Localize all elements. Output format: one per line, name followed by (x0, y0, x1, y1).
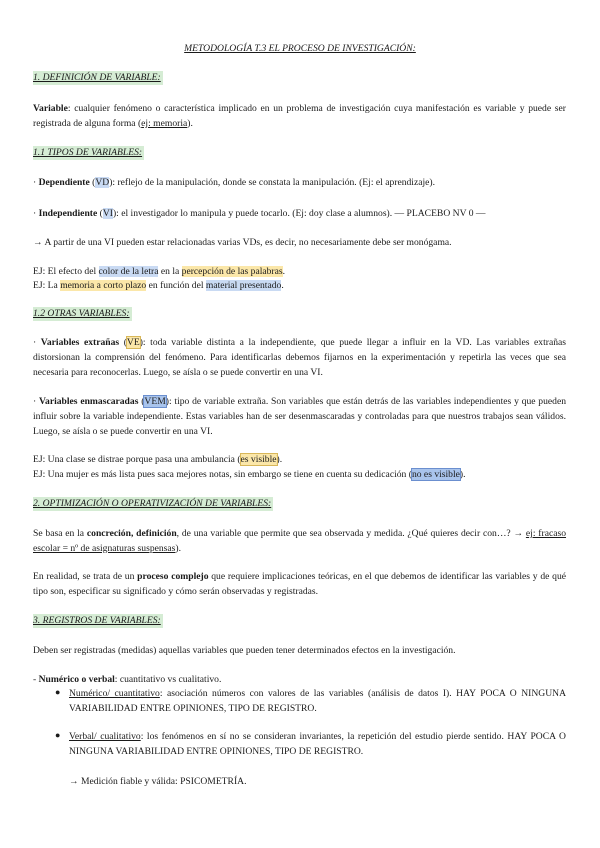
p1-e: ). (175, 543, 181, 554)
vem-abbr: VEM (144, 396, 166, 407)
ex4-not-visible: no es visible (411, 469, 460, 480)
section-1-1-heading: 1.1 TIPOS DE VARIABLES: (33, 147, 143, 158)
ex1-a: EJ: El efecto del (33, 266, 99, 277)
variable-end: ). (187, 118, 193, 129)
ex1-e: . (282, 266, 286, 277)
section-1-heading-row (33, 70, 566, 85)
dep-pre: ( (89, 177, 96, 188)
section-2-heading-row (33, 496, 566, 511)
ex2-vd: memoria a corto plazo (60, 280, 147, 291)
dependiente-text: ): reflejo de la manipulación, donde se constata la manipulación. (Ej: el aprendizaje). (109, 177, 436, 188)
ex2-a: EJ: La (33, 280, 61, 291)
section-1-1-heading-row (33, 145, 566, 160)
variable-example: ej: memoria (141, 118, 188, 129)
section-1-2-heading: 1.2 OTRAS VARIABLES: (33, 308, 130, 319)
ve-prefix: · (33, 337, 41, 348)
vem-prefix: · (33, 396, 39, 407)
ex2-e: . (281, 280, 284, 291)
variables-extranas-paragraph (33, 335, 566, 380)
verbal-term: Verbal/ cualitativo (69, 731, 141, 742)
ex4-a: EJ: Una mujer es más lista pues saca mejores notas, sin embargo se tiene en cuenta su dedicación ( (33, 469, 412, 480)
vem-pre: ( (138, 396, 145, 407)
section-2-heading: 2. OPTIMIZACIÓN O OPERATIVIZACIÓN DE VARIABLES: (33, 498, 272, 509)
dependiente-term: Dependiente (38, 177, 90, 188)
numerico-term: Numérico/ cuantitativo (69, 688, 160, 699)
verbal-cualitativo-item (69, 729, 566, 759)
dep-prefix: · (33, 177, 39, 188)
variables-enmascaradas-paragraph (33, 394, 566, 439)
variable-definition-paragraph (33, 101, 566, 131)
ex3-visible: es visible (240, 454, 277, 465)
numerico-text: : asociación números con valores de las variables (análisis de datos I). HAY POCA O NINGUNA VARIABILIDAD ENTRE OPINIONES, TIPO DE REGISTRO. (69, 688, 567, 714)
variables-enmascaradas-text: ): tipo de variable extraña. Son variables que están detrás de las variables independientes y que pueden influir sobre la variable independiente. Estas variables han de ser desenmascaradas y controladas para que nuestros trabajos sean válidos. Luego, se aísla o se puede convertir en una VI. (33, 396, 566, 437)
optimization-paragraph-1 (33, 526, 566, 556)
p1-a: Se basa en la (33, 528, 87, 539)
ex1-c: en la (158, 266, 182, 277)
numerico-verbal-line (33, 672, 566, 687)
section-1-2-heading-row (33, 306, 566, 321)
p1-c: , de una variable que permite que sea observada y medida. ¿Qué quieres decir con…? → (176, 528, 526, 539)
variable-definition-text: : cualquier fenómeno o característica implicado en un problema de investigación cuya manifestación es variable y puede ser registrada de alguna forma ( (33, 103, 566, 129)
verbal-text: : los fenómenos en sí no se consideran invariantes, la repetición del estudio pierde sentido. HAY POCA O NINGUNA VARIABILIDAD ENTRE OPINIONES, TIPO DE REGISTRO. (69, 731, 566, 757)
vi-abbr: VI (102, 208, 113, 219)
ex1-vd: percepción de las palabras (181, 266, 283, 277)
ex3-c: ). (276, 454, 283, 465)
registros-intro: Deben ser registradas (medidas) aquellas variables que pueden tener determinados efectos en la investigación. (33, 645, 456, 656)
section-1-heading: 1. DEFINICIÓN DE VARIABLE: (33, 72, 161, 83)
section-3-heading-row (33, 613, 566, 628)
proceso-complejo-term: proceso complejo (137, 571, 209, 582)
vd-abbr: VD (95, 177, 110, 188)
ve-abbr: VE (126, 337, 140, 348)
independiente-text: ): el investigador lo manipula y puede tocarlo. (Ej: doy clase a alumnos). — PLACEBO NV 0 — (112, 208, 486, 219)
variable-term: Variable (33, 103, 68, 114)
vi-relation-note: → A partir de una VI pueden estar relacionadas varias VDs, es decir, no necesariamente debe ser monógama. (33, 237, 452, 248)
ve-pre: ( (119, 337, 127, 348)
example-3 (33, 452, 566, 467)
numerico-verbal-text: : cuantitativo vs cualitativo. (114, 674, 222, 685)
ind-pre: ( (97, 208, 103, 219)
ex2-c: en función del (146, 280, 206, 291)
numerico-cuantitativo-item (69, 686, 566, 716)
nv-prefix: - (33, 674, 39, 685)
optimization-example: ej: fracaso escolar = nº de asignaturas suspensas (33, 528, 567, 554)
ex1-vi: color de la letra (98, 266, 159, 277)
ind-prefix: · (33, 208, 39, 219)
bullet-2: ● (55, 730, 61, 740)
p2-c: que requiere implicaciones teóricas, en el que debemos de identificar las variables y de qué tipo son, especificar su significado y cómo serán observadas y registradas. (33, 571, 566, 597)
page-title: METODOLOGÍA T.3 EL PROCESO DE INVESTIGACIÓN: (184, 43, 416, 54)
variables-enmascaradas-term: Variables enmascaradas (38, 396, 139, 407)
concrecion-term: concreción, definición (86, 528, 177, 539)
psicometria-note: → Medición fiable y válida: PSICOMETRÍA. (69, 776, 247, 787)
p2-a: En realidad, se trata de un (33, 571, 138, 582)
variables-extranas-text: ): toda variable distinta a la independiente, que puede llegar a influir en la VD. Las variables extrañas distorsionan la comprensión del fenómeno. Para identificarlas debemos fijarnos en la experimentación y repetirla las veces que sea necesaria para reconocerlas. Luego, se aísla o se puede convertir en una VI. (33, 337, 567, 378)
ex3-a: EJ: Una clase se distrae porque pasa una ambulancia ( (33, 454, 241, 465)
example-4 (33, 467, 566, 482)
independiente-term: Independiente (38, 208, 98, 219)
optimization-paragraph-2 (33, 569, 566, 599)
section-3-heading: 3. REGISTROS DE VARIABLES: (33, 615, 161, 626)
bullet-1: ● (55, 687, 61, 697)
variables-extranas-term: Variables extrañas (40, 337, 120, 348)
dependiente-paragraph (33, 175, 566, 190)
ex2-vi: material presentado (205, 280, 282, 291)
ex4-c: ). (459, 469, 466, 480)
example-1 (33, 264, 566, 279)
independiente-paragraph (33, 206, 566, 221)
numerico-verbal-term: Numérico o verbal (38, 674, 115, 685)
example-2 (33, 278, 566, 293)
